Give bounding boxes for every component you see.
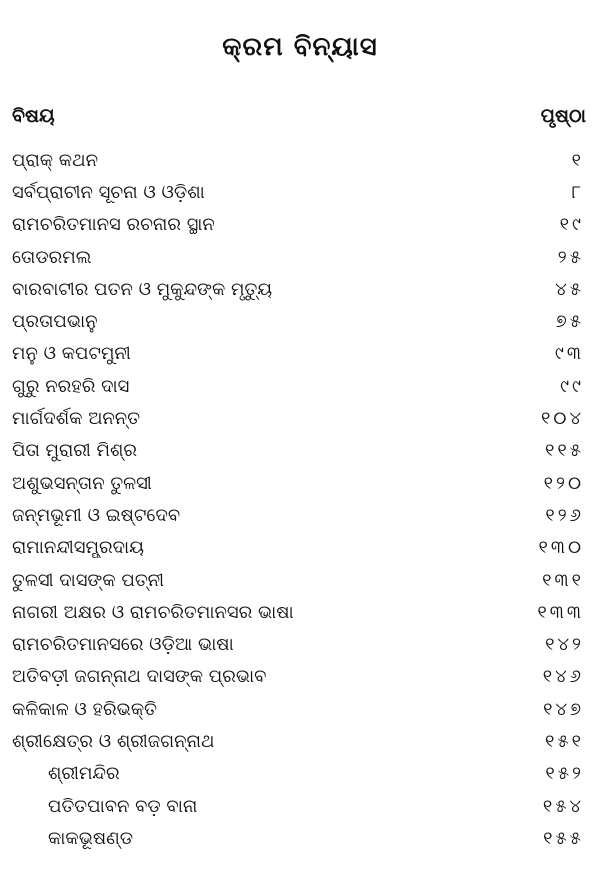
toc-entry — [12, 564, 586, 596]
entry-title: ନାଗରୀ ଅକ୍ଷର ଓ ରାମଚରିତମାନସର ଭାଷା — [12, 601, 294, 623]
entry-page-number: ୧୩୦ — [538, 537, 584, 559]
toc-entry — [12, 467, 586, 499]
toc-entry — [12, 435, 586, 467]
entry-page-number: ୧୫୨ — [545, 763, 584, 785]
entry-title: ସର୍ବପ୍ରାଚୀନ ସୂଚନା ଓ ଓଡ଼ିଶା — [12, 181, 205, 203]
entry-page-number: ୯୯ — [560, 375, 584, 397]
entry-page-number: ୧୯ — [559, 214, 584, 236]
toc-entry — [12, 402, 586, 434]
entry-page-number: ୭୫ — [555, 311, 584, 333]
toc-entry — [12, 338, 586, 370]
entry-page-number: ୮ — [571, 181, 584, 203]
entry-title: ଅତିବଡ଼ୀ ଜଗନ୍ନାଥ ଦାସଙ୍କ ପ୍ରଭାବ — [12, 666, 267, 688]
entry-title: ତୋଡରମଲ — [12, 246, 92, 268]
entry-title: ପିତା ମୁରାରୀ ମିଶ୍ର — [12, 440, 138, 462]
entry-title: ପତିତପାବନ ବଡ଼ ବାନା — [48, 795, 198, 817]
entry-page-number: ୯୩ — [554, 343, 584, 365]
toc-entry — [12, 209, 586, 241]
toc-subentry — [12, 822, 586, 854]
entry-page-number: ୧୩୧ — [542, 569, 584, 591]
entry-page-number: ୧୩୩ — [537, 601, 584, 623]
entry-title: ଜନ୍ମଭୂମୀ ଓ ଇଷ୍ଟଦେବ — [12, 504, 181, 526]
toc-entry — [12, 176, 586, 208]
entry-page-number: ୧୪୨ — [545, 634, 584, 656]
entry-title: ମନୁ ଓ କପଟମୁନୀ — [12, 343, 131, 365]
page-column-header: ପୃଷ୍ଠା — [540, 105, 586, 127]
toc-entry — [12, 144, 586, 176]
entry-page-number: ୧ — [571, 149, 584, 171]
entry-page-number: ୧୦୪ — [541, 408, 584, 430]
entry-page-number: ୧୪୬ — [542, 666, 584, 688]
entry-page-number: ୧୫୧ — [545, 730, 584, 752]
entry-page-number: ୧୨୦ — [543, 472, 584, 494]
toc-entry — [12, 628, 586, 660]
entry-title: ବାରବାଟୀର ପତନ ଓ ମୁକୁନ୍ଦଙ୍କ ମୃତ୍ୟୁ — [12, 278, 273, 300]
entry-page-number: ୧୪୭ — [543, 698, 584, 720]
toc-subentry — [12, 790, 586, 822]
entry-title: ଶ୍ରୀମନ୍ଦିର — [48, 763, 120, 785]
entry-title: ଶ୍ରୀକ୍ଷେତ୍ର ଓ ଶ୍ରୀଜଗନ୍ନାଥ — [12, 730, 215, 752]
column-headers — [12, 100, 586, 132]
entry-page-number: ୧୫୫ — [543, 827, 584, 849]
entry-title: ରାମଚରିତମାନସ ରଚନାର ସ୍ଥାନ — [12, 214, 215, 236]
entry-title: ରାମାନନ୍ଦୀସମ୍ପ୍ରଦାୟ — [12, 537, 144, 559]
toc-subentry — [12, 758, 586, 790]
entry-title: ପ୍ରାକ୍ କଥନ — [12, 149, 98, 171]
toc-entry — [12, 725, 586, 757]
entry-title: ରାମଚରିତମାନସରେ ଓଡ଼ିଆ ଭାଷା — [12, 634, 234, 656]
toc-entry — [12, 499, 586, 531]
toc-entry — [12, 596, 586, 628]
entry-title: ଗୁରୁ ନରହରି ଦାସ — [12, 375, 130, 397]
entry-title: ମାର୍ଗଦର୍ଶକ ଅନନ୍ତ — [12, 408, 141, 430]
toc-entry — [12, 241, 586, 273]
toc-entry — [12, 532, 586, 564]
toc-entry — [12, 273, 586, 305]
subject-column-header: ବିଷୟ — [12, 105, 55, 127]
toc-entry — [12, 305, 586, 337]
entry-page-number: ୧୫୪ — [542, 795, 584, 817]
entry-title: କଳିକାଳ ଓ ହରିଭକ୍ତି — [12, 698, 157, 720]
toc-entry — [12, 370, 586, 402]
entry-title: ପ୍ରତାପଭାନୁ — [12, 311, 98, 333]
entry-title: ଅଶୁଭସନ୍ତାନ ତୁଳସୀ — [12, 472, 152, 494]
entry-page-number: ୪୫ — [555, 278, 584, 300]
entry-title: କାକଭୂଷଣ୍ଡ — [48, 827, 134, 849]
entry-title: ତୁଳସୀ ଦାସଙ୍କ ପତ୍ନୀ — [12, 569, 164, 591]
entry-page-number: ୧୧୫ — [545, 440, 584, 462]
entry-page-number: ୧୨୬ — [545, 504, 584, 526]
entry-page-number: ୨୫ — [557, 246, 584, 268]
table-of-contents — [12, 144, 586, 855]
page-title: କ୍ରମ ବିନ୍ୟାସ — [222, 32, 378, 62]
toc-entry — [12, 693, 586, 725]
toc-entry — [12, 661, 586, 693]
